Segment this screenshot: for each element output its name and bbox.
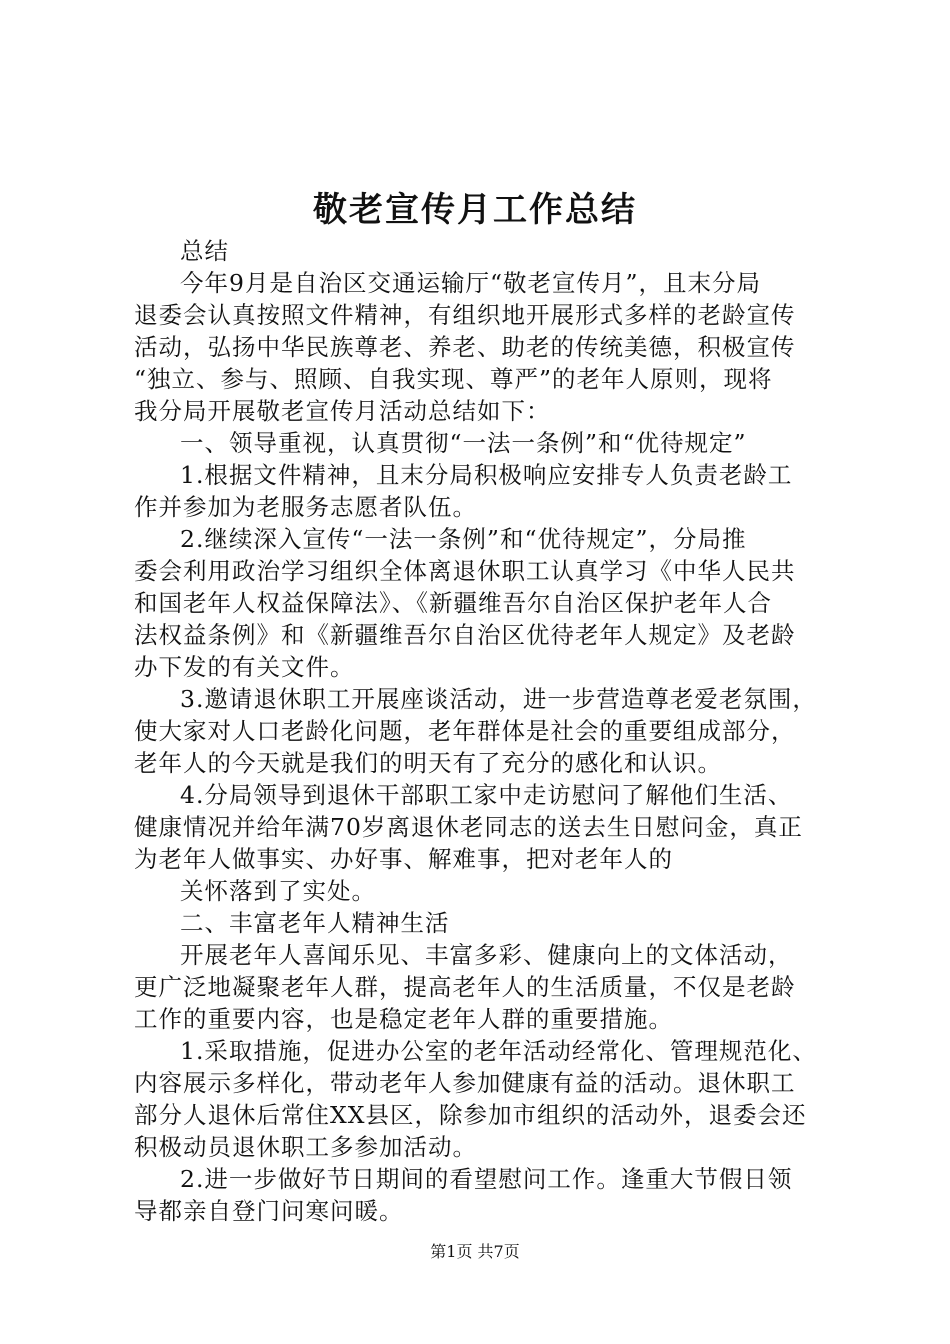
body-line: “独立、参与、照顾、自我实现、尊严”的老年人原则，现将	[134, 365, 773, 393]
body-line: 部分人退休后常住XX县区，除参加市组织的活动外，退委会还	[134, 1101, 807, 1129]
section-heading: 一、领导重视，认真贯彻“一法一条例”和“优待规定”	[180, 429, 747, 457]
body-line: 4.分局领导到退休干部职工家中走访慰问了解他们生活、	[180, 781, 793, 809]
body-line: 法权益条例》和《新疆维吾尔自治区优待老年人规定》及老龄	[134, 621, 796, 649]
body-line: 1.根据文件精神，且末分局积极响应安排专人负责老龄工	[180, 461, 793, 489]
body-line: 老年人的今天就是我们的明天有了充分的感化和认识。	[134, 749, 722, 777]
body-line: 2.进一步做好节日期间的看望慰问工作。逢重大节假日领	[180, 1165, 793, 1193]
body-line: 我分局开展敬老宣传月活动总结如下：	[134, 397, 551, 425]
body-line: 导都亲自登门问寒问暖。	[134, 1197, 404, 1225]
body-line: 工作的重要内容，也是稳定老年人群的重要措施。	[134, 1005, 673, 1033]
body-line: 积极动员退休职工多参加活动。	[134, 1133, 477, 1161]
body-line: 退委会认真按照文件精神，有组织地开展形式多样的老龄宣传	[134, 301, 796, 329]
body-line: 办下发的有关文件。	[134, 653, 355, 681]
document-title: 敬老宣传月工作总结	[313, 190, 637, 230]
body-line: 委会利用政治学习组织全体离退休职工认真学习《中华人民共	[134, 557, 796, 585]
body-line: 3.邀请退休职工开展座谈活动，进一步营造尊老爱老氛围，	[180, 685, 817, 713]
body-line: 今年9月是自治区交通运输厅“敬老宣传月”，且末分局	[180, 269, 761, 297]
section-heading: 二、丰富老年人精神生活	[180, 909, 450, 937]
body-line: 和国老年人权益保障法》、《新疆维吾尔自治区保护老年人合	[134, 589, 772, 617]
body-line: 使大家对人口老龄化问题，老年群体是社会的重要组成部分，	[134, 717, 796, 745]
body-line: 作并参加为老服务志愿者队伍。	[134, 493, 477, 521]
body-line: 内容展示多样化，带动老年人参加健康有益的活动。退休职工	[134, 1069, 796, 1097]
body-line: 活动，弘扬中华民族尊老、养老、助老的传统美德，积极宣传	[134, 333, 796, 361]
body-line: 更广泛地凝聚老年人群，提高老年人的生活质量，不仅是老龄	[134, 973, 796, 1001]
page-footer: 第1页 共7页	[430, 1242, 520, 1261]
body-line: 总结	[180, 237, 229, 265]
body-line: 开展老年人喜闻乐见、丰富多彩、健康向上的文体活动，	[180, 941, 793, 969]
body-line: 为老年人做事实、办好事、解难事，把对老年人的	[134, 845, 673, 873]
body-line: 关怀落到了实处。	[180, 877, 376, 905]
body-line: 健康情况并给年满70岁离退休老同志的送去生日慰问金，真正	[134, 813, 803, 841]
body-line: 2.继续深入宣传“一法一条例”和“优待规定”，分局推	[180, 525, 747, 553]
body-line: 1.采取措施，促进办公室的老年活动经常化、管理规范化、	[180, 1037, 817, 1065]
